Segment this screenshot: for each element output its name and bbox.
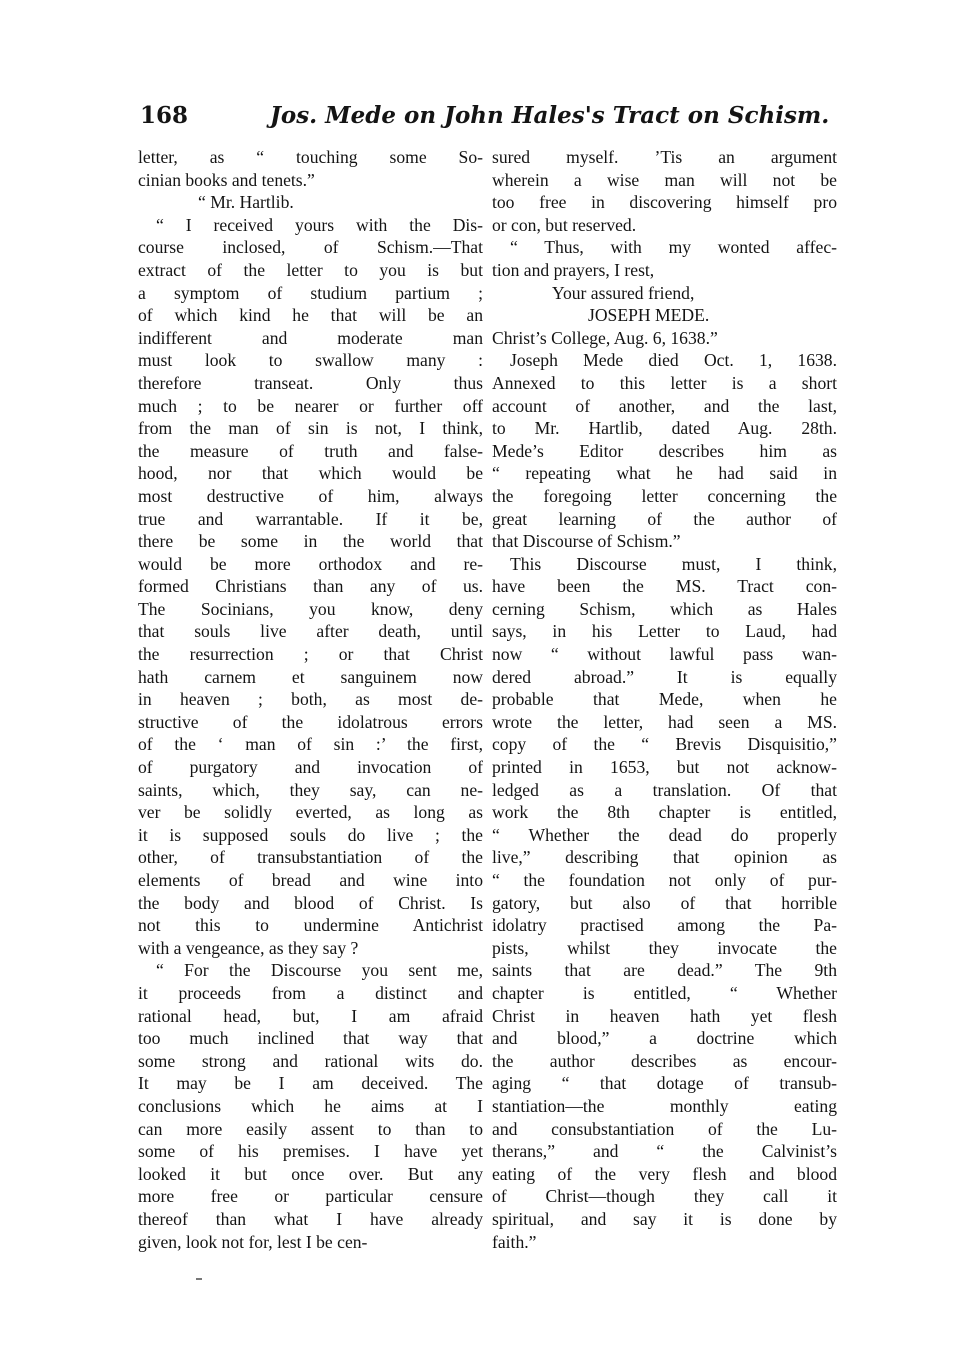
text-line: eating of the very flesh and blood bbox=[492, 1163, 837, 1184]
text-line: the foregoing letter concerning the bbox=[492, 485, 837, 506]
text-line: “ repeating what he had said in bbox=[492, 463, 837, 484]
text-line: extract of the letter to you is but bbox=[138, 259, 483, 280]
text-line: elements of bread and wine into bbox=[138, 870, 483, 890]
running-head: Jos. Mede on John Hales's Tract on Schism. bbox=[270, 102, 830, 129]
text-line: letter, as “ touching some So- bbox=[138, 147, 483, 167]
text-line: thereof than what I have already bbox=[138, 1208, 483, 1229]
text-line: the author describes as encour- bbox=[492, 1050, 837, 1071]
text-line: the resurrection ; or that Christ bbox=[138, 644, 483, 665]
text-line: rational head, but, I am afraid bbox=[138, 1005, 483, 1026]
text-line: idolatry practised among the Pa- bbox=[492, 915, 837, 936]
text-line: of Christ—though they call it bbox=[492, 1186, 837, 1207]
right-column bbox=[492, 146, 837, 1253]
text-line: “ Whether the dead do properly bbox=[492, 824, 837, 845]
text-line: have been the MS. Tract con- bbox=[492, 576, 837, 597]
text-line: of purgatory and invocation of bbox=[138, 757, 483, 778]
text-line: Christ’s College, Aug. 6, 1638.” bbox=[492, 327, 718, 348]
text-line: wrote the letter, had seen a MS. bbox=[492, 711, 837, 732]
text-line: hood, nor that which would be bbox=[138, 463, 483, 484]
text-line: from the man of sin is not, I think, bbox=[138, 418, 483, 439]
text-line: there be some in the world that bbox=[138, 531, 483, 552]
text-line: chapter is entitled, “ Whether bbox=[492, 982, 837, 1003]
text-line: copy of the “ Brevis Disquisitio,” bbox=[492, 734, 837, 755]
text-line: some of his premises. I have yet bbox=[138, 1141, 483, 1162]
text-line: This Discourse must, I think, bbox=[510, 553, 837, 574]
text-line: pists, whilst they invocate the bbox=[492, 937, 837, 958]
text-line: that souls live after death, until bbox=[138, 621, 483, 642]
text-line: therefore transeat. Only thus bbox=[138, 372, 483, 393]
text-line: “ Mr. Hartlib. bbox=[198, 192, 294, 213]
text-line: “ Thus, with my wonted affec- bbox=[510, 237, 837, 258]
text-line: cinian books and tenets.” bbox=[138, 169, 315, 190]
text-line: conclusions which he aims at I bbox=[138, 1095, 483, 1116]
text-line: the measure of truth and false- bbox=[138, 440, 483, 461]
text-line: ledged as a translation. Of that bbox=[492, 779, 837, 800]
text-line: It may be I am deceived. The bbox=[138, 1073, 483, 1094]
text-line: account of another, and the last, bbox=[492, 395, 837, 416]
text-line: the body and blood of Christ. Is bbox=[138, 892, 483, 913]
text-line: that Discourse of Schism.” bbox=[492, 531, 681, 552]
text-line: Annexed to this letter is a short bbox=[492, 372, 837, 393]
text-line: in heaven ; both, as most de- bbox=[138, 689, 483, 710]
text-line: “ For the Discourse you sent me, bbox=[156, 960, 483, 981]
text-line: other, of transubstantiation of the bbox=[138, 847, 483, 868]
text-line: some strong and rational wits do. bbox=[138, 1050, 483, 1071]
text-line: more free or particular censure bbox=[138, 1186, 483, 1207]
text-line: true and warrantable. If it be, bbox=[138, 508, 483, 529]
text-line: looked it but once over. But any bbox=[138, 1163, 483, 1184]
text-line: and consubstantiation of the Lu- bbox=[492, 1118, 837, 1139]
text-line: given, look not for, lest I be cen- bbox=[138, 1231, 368, 1252]
text-line: saints, which, they say, can ne- bbox=[138, 779, 483, 800]
text-line: and blood,” a doctrine which bbox=[492, 1028, 837, 1049]
text-line: The Socinians, you know, deny bbox=[138, 598, 483, 619]
text-line: not this to undermine Antichrist bbox=[138, 915, 483, 936]
text-line: spiritual, and say it is done by bbox=[492, 1208, 837, 1229]
text-line: “ the foundation not only of pur- bbox=[492, 870, 837, 890]
text-line: it is supposed souls do live ; the bbox=[138, 824, 483, 845]
text-line: a symptom of studium partium ; bbox=[138, 282, 483, 303]
text-line: live,” describing that opinion as bbox=[492, 847, 837, 868]
text-line: Your assured friend, bbox=[552, 282, 695, 303]
text-line: hath carnem et sanguinem now bbox=[138, 666, 483, 687]
text-line: with a vengeance, as they say ? bbox=[138, 937, 359, 958]
text-line: can more easily assent to than to bbox=[138, 1118, 483, 1139]
text-line: JOSEPH MEDE. bbox=[588, 305, 710, 326]
text-line: work the 8th chapter is entitled, bbox=[492, 802, 837, 823]
text-line: structive of the idolatrous errors bbox=[138, 711, 483, 732]
text-line: printed in 1653, but not acknow- bbox=[492, 757, 837, 778]
text-line: too much inclined that way that bbox=[138, 1028, 483, 1049]
text-line: aging “ that dotage of transub- bbox=[492, 1073, 837, 1094]
text-line: too free in discovering himself pro bbox=[492, 192, 837, 213]
text-line: most destructive of him, always bbox=[138, 485, 483, 506]
text-line: Mede’s Editor describes him as bbox=[492, 440, 837, 461]
text-line: much ; to be nearer or further off bbox=[138, 395, 483, 416]
text-line: probable that Mede, when he bbox=[492, 689, 837, 710]
text-line: faith.” bbox=[492, 1231, 537, 1252]
text-line: course inclosed, of Schism.—That bbox=[138, 237, 483, 258]
text-line: gatory, but also of that horrible bbox=[492, 892, 837, 913]
ink-mark bbox=[196, 1278, 202, 1280]
text-line: great learning of the author of bbox=[492, 508, 837, 529]
text-line: saints that are dead.” The 9th bbox=[492, 960, 837, 981]
text-line: “ I received yours with the Dis- bbox=[156, 214, 483, 235]
text-line: sured myself. ’Tis an argument bbox=[492, 147, 837, 167]
text-line: therans,” and “ the Calvinist’s bbox=[492, 1141, 837, 1162]
text-line: to Mr. Hartlib, dated Aug. 28th. bbox=[492, 418, 837, 439]
text-line: dered abroad.” It is equally bbox=[492, 666, 837, 687]
text-line: it proceeds from a distinct and bbox=[138, 982, 483, 1003]
text-line: stantiation—the monthly eating bbox=[492, 1095, 837, 1116]
text-line: indifferent and moderate man bbox=[138, 327, 483, 348]
text-line: would be more orthodox and re- bbox=[138, 553, 483, 574]
text-line: Christ in heaven hath yet flesh bbox=[492, 1005, 837, 1026]
page-header bbox=[140, 98, 840, 134]
text-line: formed Christians than any of us. bbox=[138, 576, 483, 597]
text-line: of which kind he that will be an bbox=[138, 305, 483, 326]
text-line: says, in his Letter to Laud, had bbox=[492, 621, 837, 642]
text-line: now “ without lawful pass wan- bbox=[492, 644, 837, 665]
text-line: wherein a wise man will not be bbox=[492, 169, 837, 190]
text-line: of the ‘ man of sin :’ the first, bbox=[138, 734, 483, 755]
text-line: cerning Schism, which as Hales bbox=[492, 598, 837, 619]
page-number: 168 bbox=[140, 102, 189, 129]
text-line: ver be solidly everted, as long as bbox=[138, 802, 483, 823]
left-column bbox=[138, 146, 483, 1253]
text-line: tion and prayers, I rest, bbox=[492, 259, 655, 280]
text-line: Joseph Mede died Oct. 1, 1638. bbox=[510, 350, 837, 371]
text-line: must look to swallow many : bbox=[138, 350, 483, 371]
text-line: or con, but reserved. bbox=[492, 214, 637, 235]
